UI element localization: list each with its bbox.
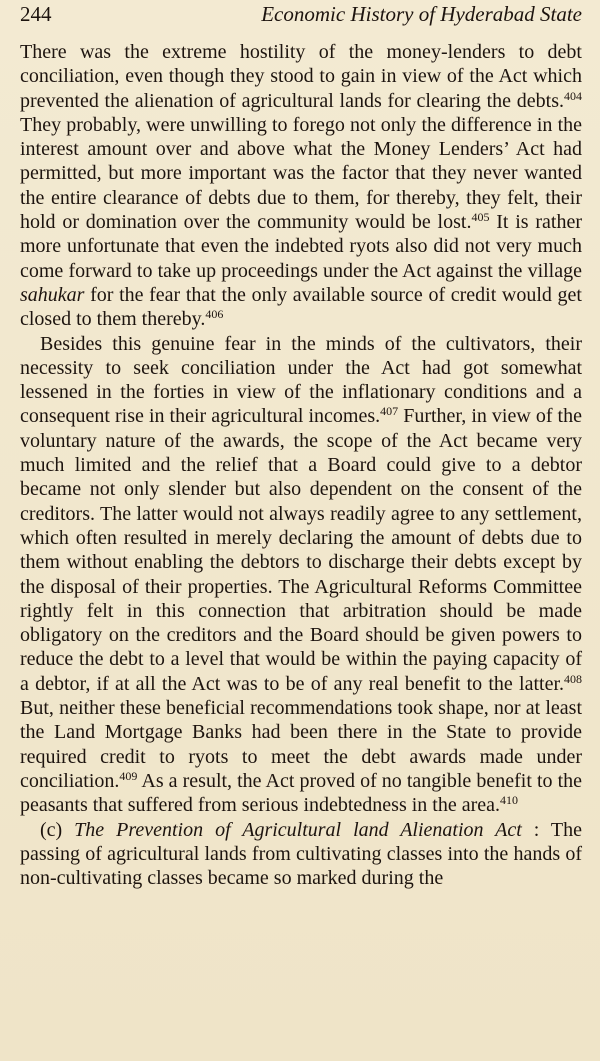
text-run: As a result, the Act proved of no tangible benefit to the peasants that suffered from serious indebtedness in the area. — [20, 769, 582, 817]
paragraph — [20, 332, 582, 818]
footnote-ref: 405 — [471, 210, 490, 225]
footnote-ref: 409 — [119, 768, 138, 783]
page-header — [20, 0, 582, 40]
paragraph — [20, 40, 582, 332]
text-run: They probably, were unwilling to forego not only the difference in the interest amount over and above what the Money Lenders’ Act had permitted, but more important was the factor that they never wanted the entire clearance of debts due to them, for thereby, they felt, their hold or domination over the community would be lost. — [20, 113, 582, 234]
footnote-ref: 407 — [380, 404, 399, 419]
running-title: Economic History of Hyderabad State — [261, 2, 582, 26]
text-run: But, neither these beneficial recommendations took shape, nor at least the Land Mortgage Banks had been there in the State to provide required credit to ryots to meet the debt awards made under conciliation. — [20, 697, 582, 792]
page-number: 244 — [20, 2, 52, 26]
paragraph — [20, 818, 582, 891]
italic-text: sahukar — [20, 283, 85, 306]
text-run: Besides this genuine fear in the minds of the cultivators, their necessity to seek conciliation under the Act had got somewhat lessened in the forties in view of the inflationary conditions and a consequent rise in their agricultural incomes. — [20, 332, 582, 428]
footnote-ref: 404 — [564, 88, 582, 103]
italic-text: The Prevention of Agricultural land Alienation Act — [74, 818, 522, 841]
text-run: (c) — [40, 818, 75, 841]
text-run: There was the extreme hostility of the money-lenders to debt conciliation, even though they stood to gain in view of the Act which prevented the alienation of agricultural lands for clearing the debts. — [20, 41, 582, 112]
footnote-ref: 410 — [500, 793, 519, 808]
text-run: : The passing of agricultural lands from cultivating classes into the hands of non-cultivating classes became so marked during the — [20, 818, 582, 890]
text-run: It is rather more unfortunate that even the indebted ryots also did not very much come forward to take up proceedings under the Act against the village — [20, 211, 582, 282]
footnote-ref: 408 — [564, 671, 582, 686]
text-run: for the fear that the only available source of credit would get closed to them thereby. — [20, 283, 582, 331]
text-run: Further, in view of the voluntary nature of the awards, the scope of the Act became very much limited and the relief that a Board could give to a debtor became not only slender but also dependent on the consent of the creditors. The latter would not always readily agree to any settlement, which often resulted in merely declaring the amount of debts due to them without enabling the debtors to discharge their debts except by the disposal of their properties. The Agricultural Reforms Committee rightly felt in this connection that arbitration should be made obligatory on the creditors and the Board should be given powers to reduce the debt to a level that would be within the paying capacity of a debtor, if at all the Act was to be of any real benefit to the latter. — [20, 405, 582, 695]
body-text — [20, 40, 582, 890]
footnote-ref: 406 — [205, 307, 224, 322]
